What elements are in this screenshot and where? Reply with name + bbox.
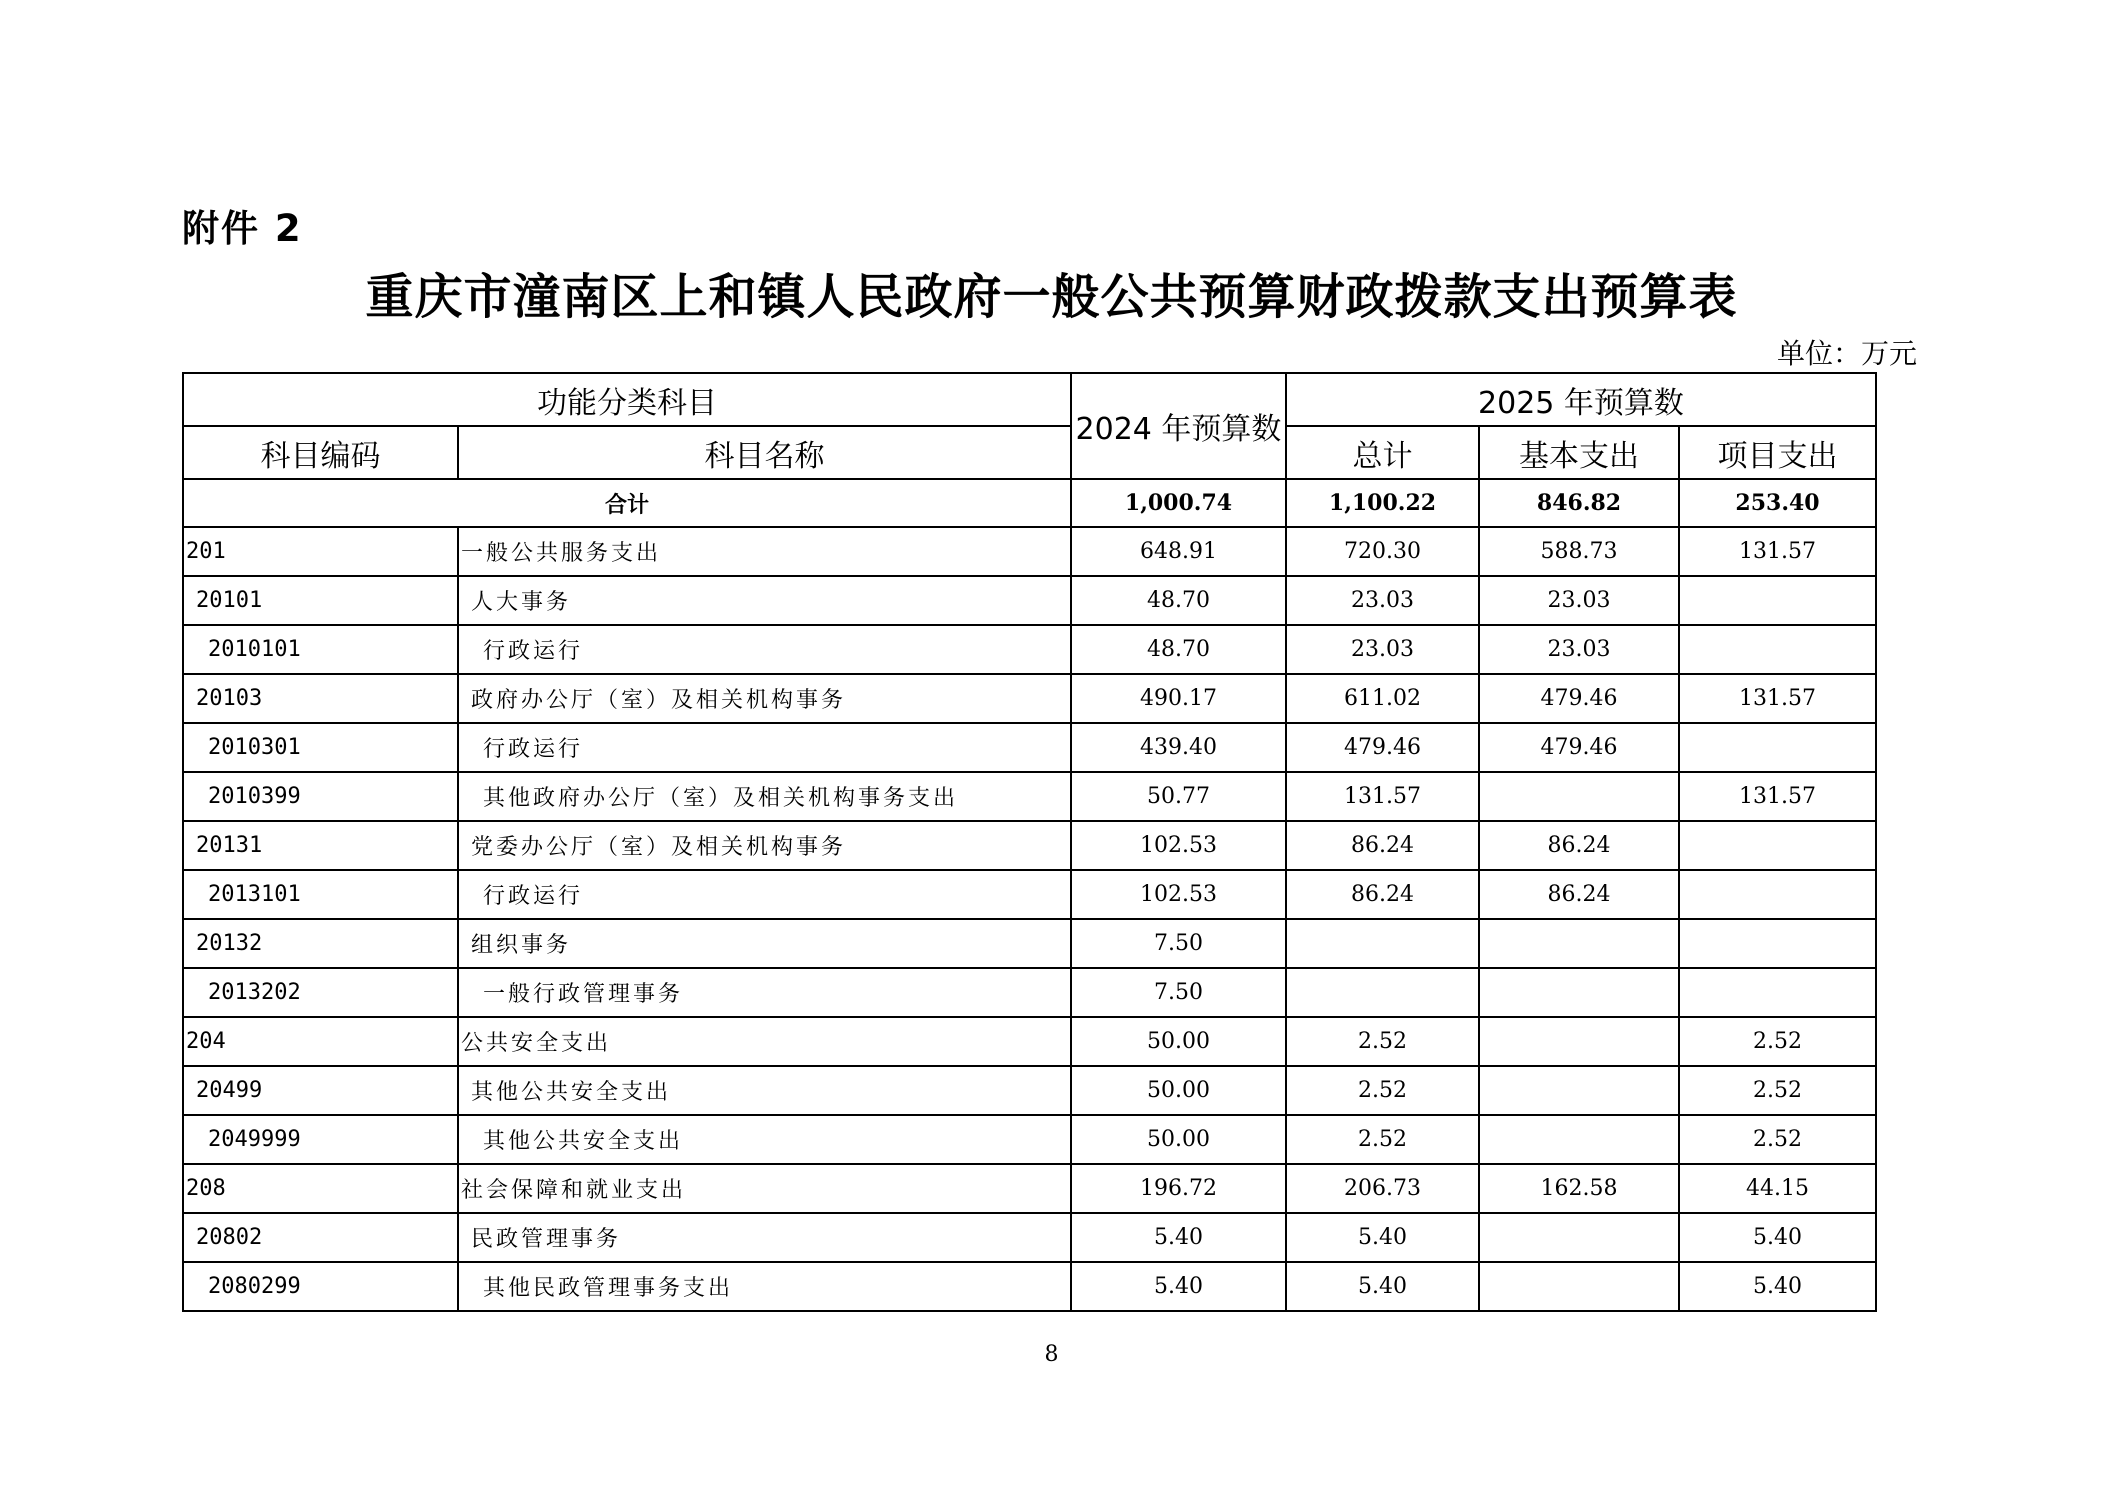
cell-code: 20132 xyxy=(183,919,458,968)
header-functional-category: 功能分类科目 xyxy=(183,373,1071,426)
cell-code: 20103 xyxy=(183,674,458,723)
cell-code: 2013202 xyxy=(183,968,458,1017)
cell-name: 组织事务 xyxy=(458,919,1071,968)
cell-basic: 86.24 xyxy=(1479,821,1679,870)
cell-project xyxy=(1679,821,1876,870)
header-budget-2025: 2025 年预算数 xyxy=(1286,373,1876,426)
cell-code: 20101 xyxy=(183,576,458,625)
table-row xyxy=(183,1262,1876,1311)
total-project: 253.40 xyxy=(1679,479,1876,527)
cell-total xyxy=(1286,968,1479,1017)
total-basic: 846.82 xyxy=(1479,479,1679,527)
cell-project: 131.57 xyxy=(1679,674,1876,723)
cell-budget-2024: 50.77 xyxy=(1071,772,1286,821)
budget-table xyxy=(182,372,1877,1312)
total-label: 合计 xyxy=(183,479,1071,527)
header-name: 科目名称 xyxy=(458,426,1071,479)
table-row xyxy=(183,1017,1876,1066)
table-row xyxy=(183,527,1876,576)
cell-basic: 23.03 xyxy=(1479,625,1679,674)
cell-budget-2024: 48.70 xyxy=(1071,625,1286,674)
cell-budget-2024: 50.00 xyxy=(1071,1066,1286,1115)
cell-basic: 588.73 xyxy=(1479,527,1679,576)
cell-project xyxy=(1679,576,1876,625)
cell-basic xyxy=(1479,968,1679,1017)
header-code: 科目编码 xyxy=(183,426,458,479)
cell-basic xyxy=(1479,1017,1679,1066)
total-budget-2024: 1,000.74 xyxy=(1071,479,1286,527)
cell-budget-2024: 50.00 xyxy=(1071,1017,1286,1066)
cell-total: 86.24 xyxy=(1286,821,1479,870)
total-row xyxy=(183,479,1876,527)
cell-name: 其他公共安全支出 xyxy=(458,1115,1071,1164)
cell-budget-2024: 102.53 xyxy=(1071,870,1286,919)
table-row xyxy=(183,625,1876,674)
cell-code: 204 xyxy=(183,1017,458,1066)
table-row xyxy=(183,1115,1876,1164)
cell-total: 611.02 xyxy=(1286,674,1479,723)
cell-project xyxy=(1679,968,1876,1017)
cell-code: 2010399 xyxy=(183,772,458,821)
header-budget-2024: 2024 年预算数 xyxy=(1071,373,1286,479)
cell-name: 民政管理事务 xyxy=(458,1213,1071,1262)
cell-name: 一般行政管理事务 xyxy=(458,968,1071,1017)
cell-total: 86.24 xyxy=(1286,870,1479,919)
attachment-label: 附件 2 xyxy=(182,207,303,250)
cell-code: 201 xyxy=(183,527,458,576)
cell-project: 44.15 xyxy=(1679,1164,1876,1213)
cell-name: 社会保障和就业支出 xyxy=(458,1164,1071,1213)
table-row xyxy=(183,870,1876,919)
table-row xyxy=(183,674,1876,723)
cell-budget-2024: 7.50 xyxy=(1071,968,1286,1017)
cell-basic xyxy=(1479,772,1679,821)
cell-name: 行政运行 xyxy=(458,870,1071,919)
cell-basic xyxy=(1479,1213,1679,1262)
cell-total: 2.52 xyxy=(1286,1066,1479,1115)
cell-code: 2080299 xyxy=(183,1262,458,1311)
table-row xyxy=(183,821,1876,870)
total-total: 1,100.22 xyxy=(1286,479,1479,527)
page-title: 重庆市潼南区上和镇人民政府一般公共预算财政拨款支出预算表 xyxy=(365,269,1738,325)
cell-name: 一般公共服务支出 xyxy=(458,527,1071,576)
cell-total: 720.30 xyxy=(1286,527,1479,576)
table-row xyxy=(183,576,1876,625)
cell-project xyxy=(1679,870,1876,919)
cell-budget-2024: 5.40 xyxy=(1071,1213,1286,1262)
cell-budget-2024: 439.40 xyxy=(1071,723,1286,772)
cell-project: 131.57 xyxy=(1679,772,1876,821)
cell-code: 2013101 xyxy=(183,870,458,919)
cell-code: 20131 xyxy=(183,821,458,870)
table-row xyxy=(183,919,1876,968)
cell-total: 206.73 xyxy=(1286,1164,1479,1213)
cell-total: 23.03 xyxy=(1286,576,1479,625)
cell-project xyxy=(1679,919,1876,968)
cell-name: 其他公共安全支出 xyxy=(458,1066,1071,1115)
cell-name: 行政运行 xyxy=(458,723,1071,772)
cell-name: 党委办公厅（室）及相关机构事务 xyxy=(458,821,1071,870)
header-basic: 基本支出 xyxy=(1479,426,1679,479)
cell-budget-2024: 48.70 xyxy=(1071,576,1286,625)
cell-basic: 86.24 xyxy=(1479,870,1679,919)
cell-basic xyxy=(1479,1115,1679,1164)
header-project: 项目支出 xyxy=(1679,426,1876,479)
cell-project: 2.52 xyxy=(1679,1115,1876,1164)
cell-budget-2024: 5.40 xyxy=(1071,1262,1286,1311)
cell-name: 公共安全支出 xyxy=(458,1017,1071,1066)
cell-budget-2024: 50.00 xyxy=(1071,1115,1286,1164)
cell-basic: 162.58 xyxy=(1479,1164,1679,1213)
page-number: 8 xyxy=(1044,1342,1059,1367)
cell-basic: 479.46 xyxy=(1479,723,1679,772)
cell-budget-2024: 490.17 xyxy=(1071,674,1286,723)
cell-code: 208 xyxy=(183,1164,458,1213)
cell-name: 其他民政管理事务支出 xyxy=(458,1262,1071,1311)
cell-project: 5.40 xyxy=(1679,1262,1876,1311)
table-row xyxy=(183,1066,1876,1115)
table-body xyxy=(183,479,1876,1311)
cell-budget-2024: 7.50 xyxy=(1071,919,1286,968)
cell-basic: 479.46 xyxy=(1479,674,1679,723)
cell-total xyxy=(1286,919,1479,968)
header-total: 总计 xyxy=(1286,426,1479,479)
cell-project: 2.52 xyxy=(1679,1017,1876,1066)
cell-project: 5.40 xyxy=(1679,1213,1876,1262)
cell-project xyxy=(1679,723,1876,772)
table-row xyxy=(183,1213,1876,1262)
unit-label: 单位：万元 xyxy=(1776,337,1917,370)
cell-total: 479.46 xyxy=(1286,723,1479,772)
table-row xyxy=(183,968,1876,1017)
cell-total: 5.40 xyxy=(1286,1262,1479,1311)
cell-name: 人大事务 xyxy=(458,576,1071,625)
cell-total: 131.57 xyxy=(1286,772,1479,821)
cell-project: 131.57 xyxy=(1679,527,1876,576)
cell-basic: 23.03 xyxy=(1479,576,1679,625)
cell-basic xyxy=(1479,919,1679,968)
cell-project: 2.52 xyxy=(1679,1066,1876,1115)
cell-name: 政府办公厅（室）及相关机构事务 xyxy=(458,674,1071,723)
cell-total: 2.52 xyxy=(1286,1115,1479,1164)
cell-name: 行政运行 xyxy=(458,625,1071,674)
cell-code: 2049999 xyxy=(183,1115,458,1164)
cell-code: 2010101 xyxy=(183,625,458,674)
cell-basic xyxy=(1479,1066,1679,1115)
table-row xyxy=(183,772,1876,821)
cell-code: 20499 xyxy=(183,1066,458,1115)
cell-total: 23.03 xyxy=(1286,625,1479,674)
cell-name: 其他政府办公厅（室）及相关机构事务支出 xyxy=(458,772,1071,821)
table-row xyxy=(183,1164,1876,1213)
cell-project xyxy=(1679,625,1876,674)
cell-basic xyxy=(1479,1262,1679,1311)
cell-budget-2024: 648.91 xyxy=(1071,527,1286,576)
cell-total: 2.52 xyxy=(1286,1017,1479,1066)
cell-total: 5.40 xyxy=(1286,1213,1479,1262)
table-row xyxy=(183,723,1876,772)
cell-budget-2024: 102.53 xyxy=(1071,821,1286,870)
cell-code: 20802 xyxy=(183,1213,458,1262)
cell-budget-2024: 196.72 xyxy=(1071,1164,1286,1213)
cell-code: 2010301 xyxy=(183,723,458,772)
